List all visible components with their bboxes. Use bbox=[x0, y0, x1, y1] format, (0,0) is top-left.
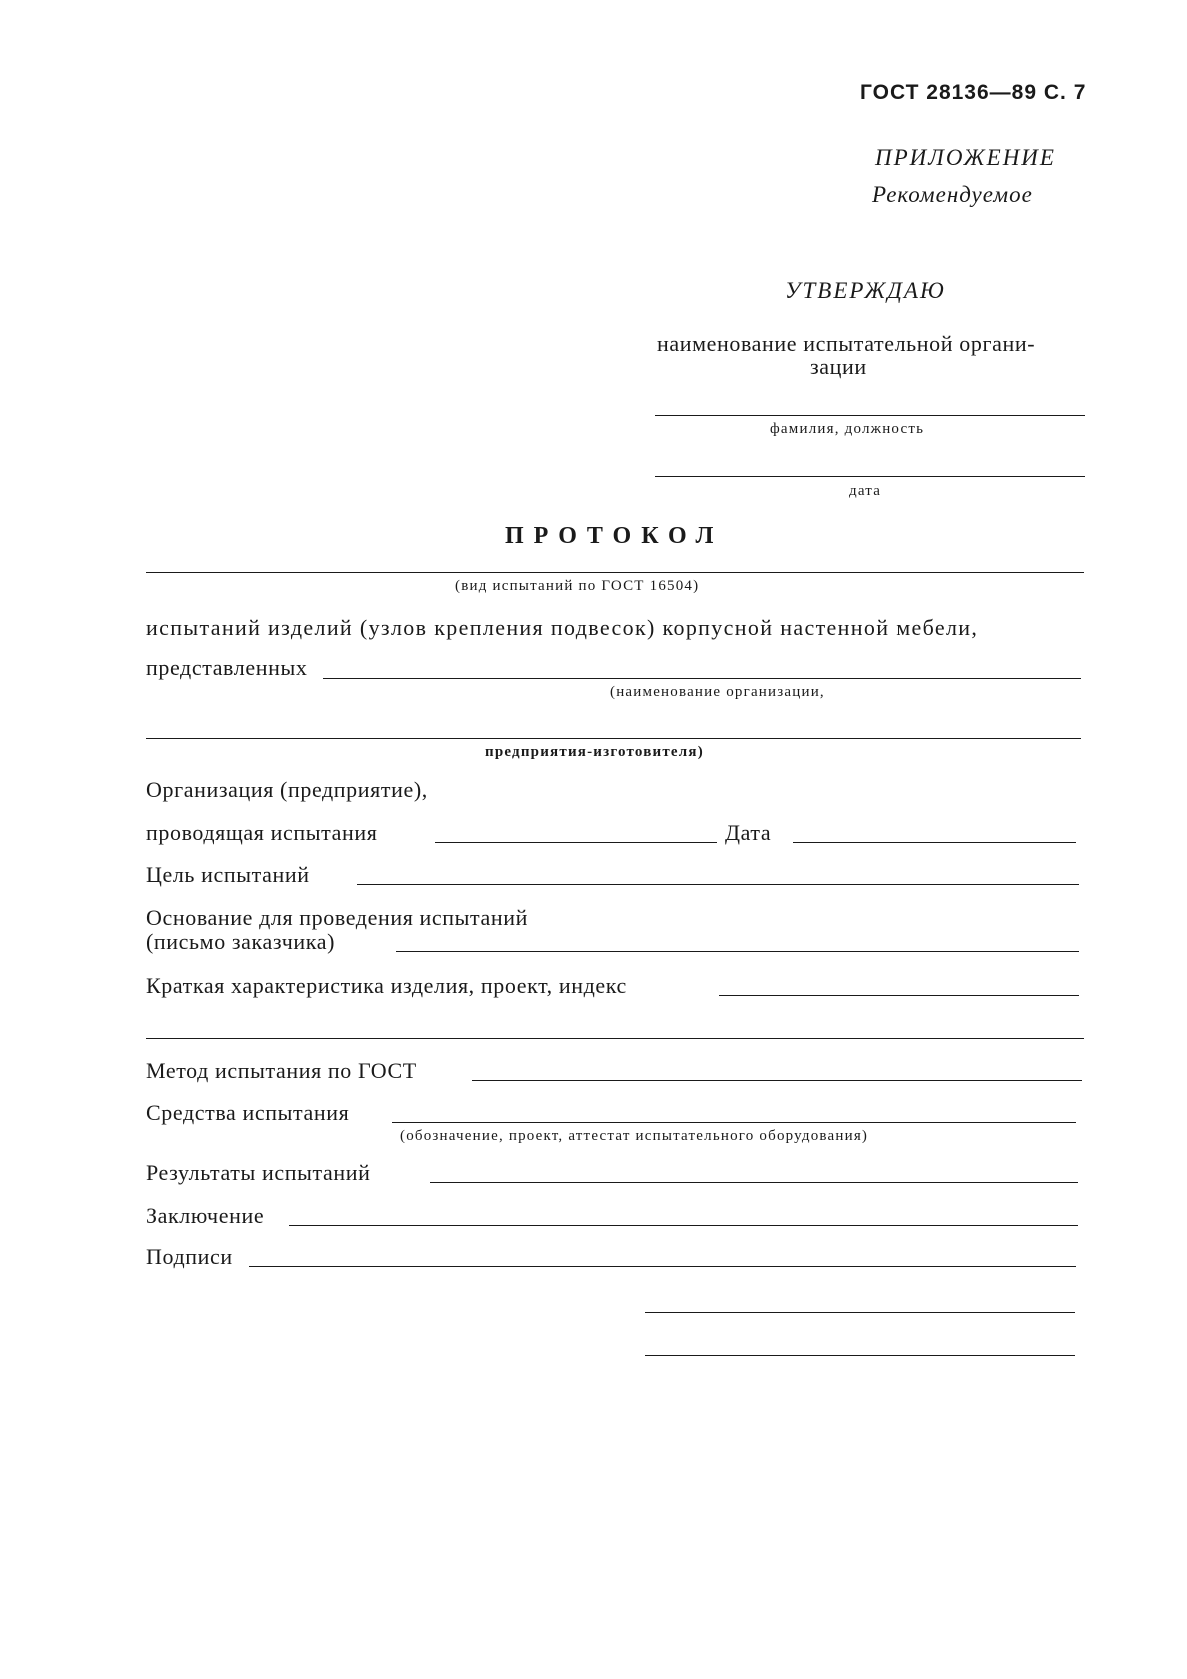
basis-label-line2: (письмо заказчика) bbox=[146, 929, 336, 954]
means-line[interactable] bbox=[392, 1122, 1076, 1123]
approval-name-caption: фамилия, должность bbox=[770, 421, 925, 437]
approval-date-caption: дата bbox=[849, 483, 882, 499]
approval-org-line1: наименование испытательной органи- bbox=[657, 331, 1036, 356]
approval-name-line[interactable] bbox=[655, 415, 1085, 416]
appendix-status: Рекомендуемое bbox=[872, 182, 1033, 207]
org-caption-2: предприятия-изготовителя) bbox=[485, 744, 704, 760]
organization-label-line1: Организация (предприятие), bbox=[146, 777, 428, 802]
signatures-label: Подписи bbox=[146, 1244, 233, 1269]
organization-label-line2: проводящая испытания bbox=[146, 820, 378, 845]
means-label: Средства испытания bbox=[146, 1100, 350, 1125]
description-line[interactable] bbox=[719, 995, 1079, 996]
document-reference: ГОСТ 28136—89 С. 7 bbox=[860, 81, 1087, 104]
approval-org-line2: зации bbox=[810, 354, 867, 379]
signature-line-1[interactable] bbox=[249, 1266, 1076, 1267]
description-label: Краткая характеристика изделия, проект, индекс bbox=[146, 973, 627, 998]
org-caption-1: (наименование организации, bbox=[610, 684, 825, 700]
basis-line[interactable] bbox=[396, 951, 1079, 952]
test-type-caption: (вид испытаний по ГОСТ 16504) bbox=[455, 578, 700, 594]
purpose-label: Цель испытаний bbox=[146, 862, 310, 887]
approval-date-line[interactable] bbox=[655, 476, 1085, 477]
test-type-line[interactable] bbox=[146, 572, 1084, 573]
method-label: Метод испытания по ГОСТ bbox=[146, 1058, 417, 1083]
protocol-title: ПРОТОКОЛ bbox=[505, 523, 724, 549]
signature-line-3[interactable] bbox=[645, 1355, 1075, 1356]
presented-line[interactable] bbox=[323, 678, 1081, 679]
results-label: Результаты испытаний bbox=[146, 1160, 371, 1185]
results-line[interactable] bbox=[430, 1182, 1078, 1183]
date-line[interactable] bbox=[793, 842, 1076, 843]
basis-label-line1: Основание для проведения испытаний bbox=[146, 905, 528, 930]
protocol-subject: испытаний изделий (узлов крепления подвесок) корпусной настенной мебели, bbox=[146, 615, 979, 640]
method-line[interactable] bbox=[472, 1080, 1082, 1081]
manufacturer-line[interactable] bbox=[146, 738, 1081, 739]
conclusion-line[interactable] bbox=[289, 1225, 1078, 1226]
means-caption: (обозначение, проект, аттестат испытательного оборудования) bbox=[400, 1128, 869, 1144]
purpose-line[interactable] bbox=[357, 884, 1079, 885]
appendix-title: ПРИЛОЖЕНИЕ bbox=[875, 145, 1056, 170]
organization-line[interactable] bbox=[435, 842, 717, 843]
signature-line-2[interactable] bbox=[645, 1312, 1075, 1313]
approval-title: УТВЕРЖДАЮ bbox=[785, 278, 946, 303]
presented-label: представленных bbox=[146, 655, 308, 680]
conclusion-label: Заключение bbox=[146, 1203, 265, 1228]
description-line-2[interactable] bbox=[146, 1038, 1084, 1039]
date-label: Дата bbox=[725, 820, 772, 845]
